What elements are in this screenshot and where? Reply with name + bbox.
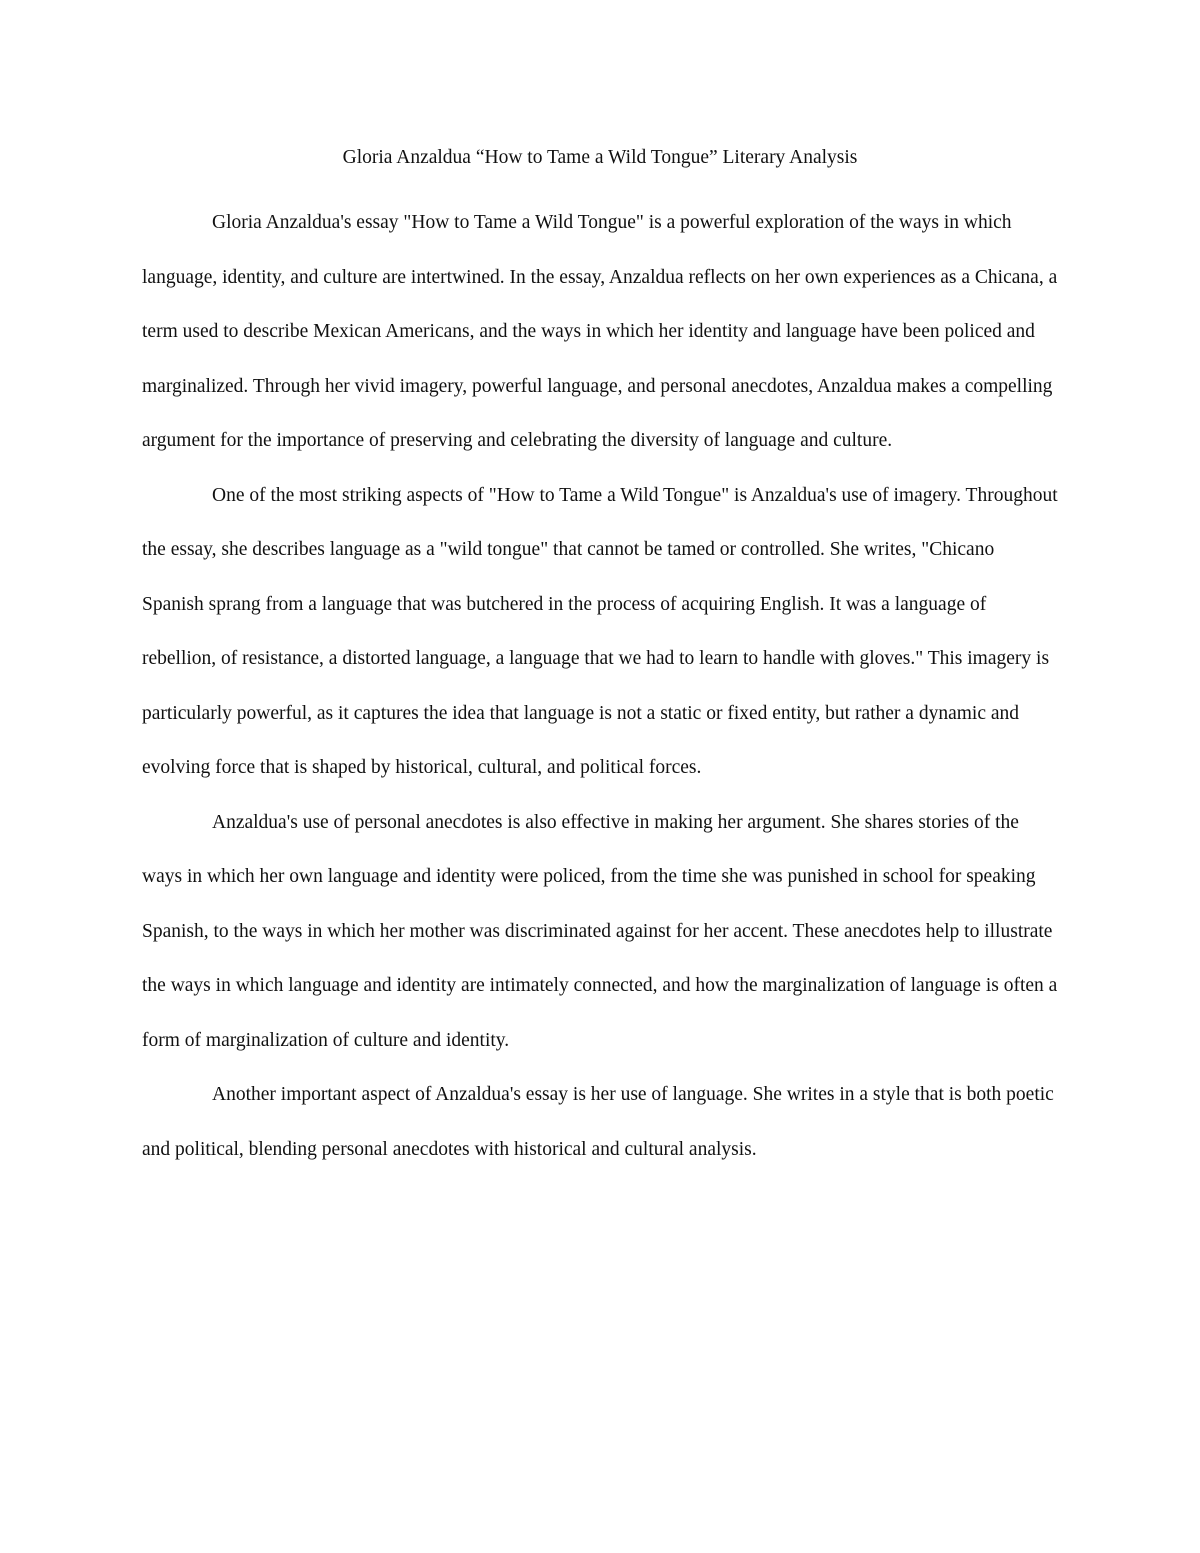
paragraph-2: One of the most striking aspects of "How to Tame a Wild Tongue" is Anzaldua's use of imagery. Throughout the essay, she describes language as a "wild tongue" that cannot be tamed or controlled. She writes, "Chicano Spanish sprang from a language that was butchered in the process of acquiring English. It was a language of rebellion, of resistance, a distorted language, a language that we had to learn to handle with gloves." This imagery is particularly powerful, as it captures the idea that language is not a static or fixed entity, but rather a dynamic and evolving force that is shaped by historical, cultural, and political forces. [142, 484, 1058, 778]
paragraph-3: Anzaldua's use of personal anecdotes is also effective in making her argument. She shares stories of the ways in which her own language and identity were policed, from the time she was punished in school for speaking Spanish, to the ways in which her mother was discriminated against for her accent. These anecdotes help to illustrate the ways in which language and identity are intimately connected, and how the marginalization of language is often a form of marginalization of culture and identity. [142, 811, 1058, 1051]
paragraph-4: Another important aspect of Anzaldua's essay is her use of language. She writes in a style that is both poetic and political, blending personal anecdotes with historical and cultural analysis. [142, 1084, 1054, 1160]
essay-title: Gloria Anzaldua “How to Tame a Wild Tongue” Literary Analysis [342, 147, 858, 168]
essay-body [142, 142, 1058, 1177]
paragraph-1: Gloria Anzaldua's essay "How to Tame a Wild Tongue" is a powerful exploration of the ways in which language, identity, and culture are intertwined. In the essay, Anzaldua reflects on her own experiences as a Chicana, a term used to describe Mexican Americans, and the ways in which her identity and language have been policed and marginalized. Through her vivid imagery, powerful language, and personal anecdotes, Anzaldua makes a compelling argument for the importance of preserving and celebrating the diversity of language and culture. [142, 212, 1058, 451]
